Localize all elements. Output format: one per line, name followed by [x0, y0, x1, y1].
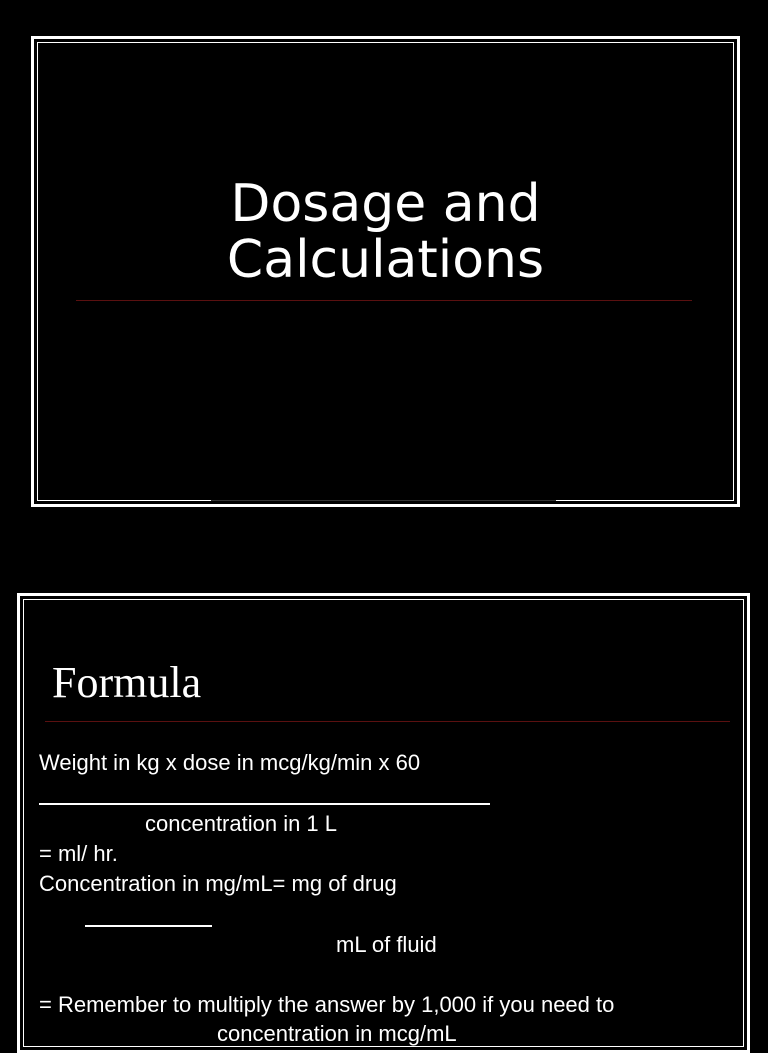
formula-slide [17, 593, 750, 1053]
fraction-bar-1 [39, 803, 490, 805]
footer-divider [211, 500, 556, 501]
title-line-2: Calculations [226, 230, 545, 290]
concentration-line: Concentration in mg/mL= mg of drug [39, 871, 397, 896]
concentration-denominator: mL of fluid [336, 932, 437, 957]
title-line-1: Dosage and [230, 174, 541, 234]
slide-heading: Formula [52, 658, 202, 707]
heading-divider [45, 721, 730, 722]
formula-line-numerator: Weight in kg x dose in mcg/kg/min x 60 [39, 750, 421, 775]
title-divider [76, 300, 692, 301]
title-slide [31, 36, 740, 507]
formula-line-result: = ml/ hr. [39, 841, 118, 866]
reminder-line: = Remember to multiply the answer by 1,000 if you need to [39, 992, 615, 1017]
fraction-bar-2 [85, 925, 212, 927]
reminder-line-2: concentration in mcg/mL [217, 1021, 457, 1046]
slide-title [31, 176, 740, 288]
formula-line-denominator: concentration in 1 L [145, 811, 338, 836]
